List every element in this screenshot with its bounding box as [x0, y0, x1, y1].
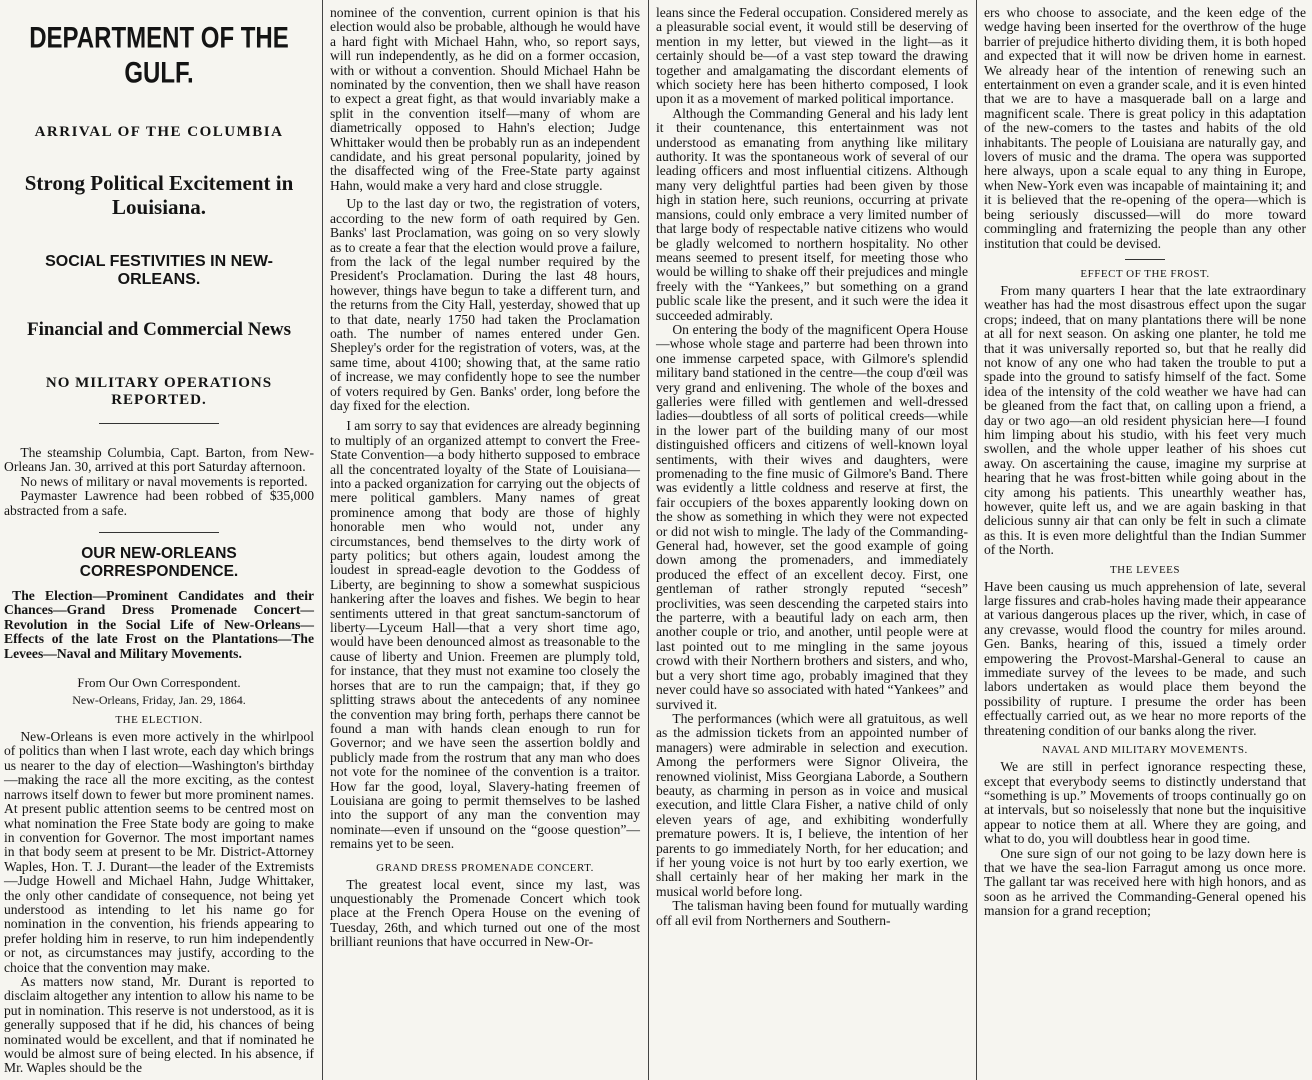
lede-paragraph: No news of military or naval movements is reported.	[20, 473, 308, 489]
column-3	[652, 0, 972, 1080]
body-paragraph: Have been causing us much apprehension of late, several large fissures and crab-holes having made their appearance at various dangerous places up the river, which, in case of any crevasse, would flood the country for miles around. Gen. Banks, hearing of this, issued a timely order empowering the Provost-Marshal-General to cause an immediate survey of the levees to be made, and such labors undertaken as would place them beyond the possibility of rupture. I presume the order has been effectually carried out, as we hear no more reports of the threatening condition of our banks along the river.	[984, 578, 1306, 738]
body-paragraph: I am sorry to say that evidences are already beginning to multiply of an organized attempt to convert the Free-State Convention—a body hitherto supposed to embrace all the concentrated loyalty of the State of Louisiana—into a packed organization for carrying out the objects of mere political gamblers. Many names of great prominence among that body are those of highly honorable men who would not, under any circumstances, bend themselves to the dirty work of party politics; but others again, loudest among the loudest in spread-eagle devotion to the Goddess of Liberty, are beginning to show a somewhat suspicious hankering after the loaves and fishes. We begin to hear sentiments uttered in that great sanctum-sanctorum of liberty—Lyceum Hall—that a very short time ago, would have been denounced almost as treasonable to the cause of liberty and Union. Freemen are plumply told, for instance, that they must not examine too closely the horses that are to run the campaign; that, if they go splitting straws about the antecedents of any nominee the convention may bring forth, perhaps there cannot be found a man with hands clean enough to run for Governor; and we have seen the assertion boldly and publicly made from the rostrum that any man who does not vote for the nominee of the convention is a traitor. How far the good, loyal, Slavery-hating freemen of Louisiana are going to permit themselves to be lashed into the support of any man the convention may nominate—even if unsound on the “goose question”—remains yet to be seen.	[330, 418, 640, 852]
column-rule	[648, 0, 649, 1080]
column-2	[326, 0, 644, 1080]
body-paragraph: leans since the Federal occupation. Considered merely as a pleasurable social event, it would still be deserving of mention in my letter, but viewed in the light—as it certainly should be—of a vast step toward the drawing together and amalgamating the discordant elements of which society here has been hitherto composed, I look upon it as a movement of marked political importance.	[656, 5, 968, 107]
article-summary: The Election—Prominent Candidates and their Chances—Grand Dress Promenade Concert—Revolution in the Social Life of New-Orleans—Effects of the late Frost on the Plantations—The Levees—Naval and Military Movements.	[4, 588, 314, 661]
lede-paragraph: Paymaster Lawrence had been robbed of $35,000 abstracted from a safe.	[4, 488, 314, 518]
body-paragraph: The performances (which were all gratuitous, as well as the admission tickets from an appointed number of managers) were admirable in selection and execution. Among the performers were Signor Oliveira, the renowned violinist, Miss Georgiana Laborde, a Southern beauty, as charming in person as in voice and musical execution, and little Clara Fisher, a native child of only eleven years of age, and exhibiting wonderfully premature powers. It is, I believe, the intention of her parents to go immediately North, for her education; and if her young voice is not hurt by too early exertion, we shall certainly hear of her making her mark in the musical world before long.	[656, 710, 968, 899]
body-paragraph: New-Orleans is even more actively in the whirlpool of politics than when I last wrote, each day which brings us nearer to the day of election—Washington's birthday—making the race all the more exciting, as the contest narrows itself down to fewer but more prominent names. At present public attention seems to be centred most on what nomination the Free State body are going to make in convention for Governor. The most important names in that body seem at present to be Mr. District-Attorney Waples, Hon. T. J. Durant—the leader of the Extremists—Judge Howell and Michael Hahn, Judge Whittaker, the only other candidate of consequence, not being yet understood as intending to let his name go for nomination in the convention, his friends appearing to prefer holding him in reserve, to run him independently or not, as circumstances may justify, according to the choice that the convention may make.	[4, 729, 314, 975]
body-paragraph: We are still in perfect ignorance respecting these, except that everybody seems to distinctly understand that “something is up.” Movements of troops continually go on at intervals, but so noiselessly that none but the inquisitive appear to notice them at all. Where they are going, and what to do, you will doubtless hear in good time.	[984, 759, 1306, 847]
body-paragraph: The greatest local event, since my last, was unquestionably the Promenade Concert which took place at the French Opera House on the evening of Tuesday, 26th, and which turned out one of the most brilliant reunions that have occurred in New-Or-	[330, 876, 640, 950]
headline-main: DEPARTMENT OF THE GULF.	[29, 21, 289, 90]
column-rule	[976, 0, 977, 1080]
headline-arrival: ARRIVAL OF THE COLUMBIA	[34, 124, 284, 140]
section-heading-election: THE ELECTION.	[115, 714, 203, 727]
body-paragraph: One sure sign of our not going to be lazy down here is that we have the sea-lion Farragut among us once more. The gallant tar was received here with high honors, and as soon as he arrived the Commanding-General opened his mansion for a grand reception;	[984, 845, 1306, 919]
section-heading-levees: THE LEVEES	[1109, 563, 1181, 576]
section-rule	[1125, 259, 1165, 260]
column-1	[0, 0, 318, 1080]
column-rule	[322, 0, 323, 1080]
body-paragraph: The talisman having been found for mutually warding off all evil from Northerners and Southern-	[656, 898, 968, 928]
headline-no-military: NO MILITARY OPERATIONS REPORTED.	[45, 375, 273, 408]
byline: From Our Own Correspondent.	[77, 675, 241, 691]
section-rule	[99, 532, 219, 533]
headline-festivities: SOCIAL FESTIVITIES IN NEW-ORLEANS.	[45, 253, 273, 288]
body-paragraph: As matters now stand, Mr. Durant is reported to disclaim altogether any intention to allow his name to be put in nomination. This reserve is not understood, as it is generally supposed that if he did, his chances of being nominated would be excellent, and that if nominated he would be almost sure of being elected. In his absence, if Mr. Waples should be the	[4, 973, 314, 1076]
body-paragraph: On entering the body of the magnificent Opera House—whose whole stage and parterre had been thrown into one immense carpeted space, with Gilmore's splendid military band stationed in the centre—the coup d'œil was very grand and enlivening. The whole of the boxes and galleries were filled with gentlemen and well-dressed ladies—doubtless of all sorts of political creeds—while in the lower part of the building many of our most distinguished officers and citizens of well-known loyal sentiments, with their wives and daughters, were promenading to the fine music of Gilmore's Band. There was evidently a little coldness and reserve at first, the fair occupiers of the boxes apparently looking down on the show as something in which they were not expected or did not wish to mingle. The lady of the Commanding-General had, however, set the good example of going down among the promenaders, and immediately produced the effect of an excellent decoy. First, one gentleman of rather strongly reputed “secesh” proclivities, was seen descending the carpeted stairs into the parterre, with a beautiful lady on each arm, then another couple or trio, and another, until people were at last pointed out to me mingling in the same joyous crowd with their Northern brothers and sisters, and who, but a very short time ago, probably imagined that they never could have so associated with hated “Yankees” and survived it.	[656, 321, 968, 712]
column-4	[980, 0, 1310, 1080]
section-heading-frost: EFFECT OF THE FROST.	[1080, 267, 1210, 280]
section-heading-concert: GRAND DRESS PROMENADE CONCERT.	[376, 861, 594, 874]
body-paragraph: nominee of the convention, current opinion is that his election would also be probable, although he would have a hard fight with Michael Hahn, who, so report says, will run independently, as he did on a former occasion, with or without a convention. Should Michael Hahn be nominated by the convention, then we shall have reason to expect a great fight, as that would invariably make a split in the convention itself—many of whom are diametrically opposed to Hahn's election; Judge Whittaker would then be probably run as an independent candidate, and his great personal popularity, joined by the disaffected wing of the Free-State party against Hahn, would make a very hard and close struggle.	[330, 5, 640, 193]
body-paragraph: Up to the last day or two, the registration of voters, according to the new form of oath required by Gen. Banks' last Proclamation, was going on so very slowly as to create a fear that the election would prove a failure, from the lack of the legal number required by the President's Proclamation. During the last 48 hours, however, things have begun to take a different turn, and the returns from the City Hall, yesterday, showed that up to that date, nearly 1750 had taken the Proclamation oath. The number of names entered under Gen. Shepley's order for the registration of voters, was, at the same time, about 4100; showing that, at the same ratio of increase, we may confidently hope to see the number of voters required by Gen. Banks' order, long before the day fixed for the election.	[330, 196, 640, 413]
headline-rule	[99, 423, 219, 424]
headline-excitement: Strong Political Excitement in Louisiana.	[24, 171, 294, 219]
body-paragraph: ers who choose to associate, and the keen edge of the wedge having been inserted for the overthrow of the huge barrier of prejudice hitherto dividing them, it is both hoped and expected that it will now be driven home in earnest. We already hear of the intention of renewing such an entertainment on even a grander scale, and it is even hinted that we are to have a masquerade ball on a large and magnificent scale. There is great policy in this adaptation of the new-comers to the tastes and habits of the old inhabitants. The people of Louisiana are naturally gay, and lovers of music and the drama. The opera was supported here always, upon a scale equal to any thing in Europe, when New-York even was incapable of maintaining it; and it is believed that the re-opening of the opera—which is being seriously discussed—will do more toward commingling and fraternizing the people than any other institution that could be devised.	[984, 5, 1306, 251]
body-paragraph: From many quarters I hear that the late extraordinary weather has had the most disastrous effect upon the sugar crops; indeed, that on many plantations there will be none at all for next season. On asking one planter, he told me that it was universally reported so, but that he really did not know of any one who had taken the trouble to put a spade into the ground to satisfy himself of the fact. Some idea of the intensity of the cold weather we have had can be gleaned from the fact that, on calling upon a friend, a day or two ago—an old resident physician here—I found him limping about his studio, with his feet very much swollen, and the whole upper leather of his shoes cut away. On ascertaining the cause, imagine my surprise at hearing that he was frost-bitten while going about in the city among his patients. This unearthly weather has, however, quite left us, and we are again basking in that delicious sunny air that can only be felt in such a climate as this. It is even more delightful than the Indian Summer of the North.	[984, 282, 1306, 558]
correspondence-title: OUR NEW-ORLEANS CORRESPONDENCE.	[79, 545, 239, 581]
dateline: New-Orleans, Friday, Jan. 29, 1864.	[72, 693, 246, 708]
headline-financial: Financial and Commercial News	[26, 319, 292, 340]
section-heading-naval: NAVAL AND MILITARY MOVEMENTS.	[1042, 744, 1248, 757]
lede-paragraph: The steamship Columbia, Capt. Barton, from New-Orleans Jan. 30, arrived at this port Saturday afternoon.	[4, 445, 314, 475]
body-paragraph: Although the Commanding General and his lady lent it their countenance, this entertainment was not understood as emanating from anything like military authority. It was the spontaneous work of several of our leading officers and most influential citizens. Although many very delightful parties had been given by those high in station here, such reunions, occurring at private mansions, could only embrace a very limited number of that large body of respectable native citizens who would be gladly welcomed to northern hospitality. No other means seemed to present itself, for meeting those who would be willing to shake off their prejudices and mingle freely with the “Yankees,” but something on a grand public scale like the present, and it such were the idea it succeeded admirably.	[656, 105, 968, 323]
